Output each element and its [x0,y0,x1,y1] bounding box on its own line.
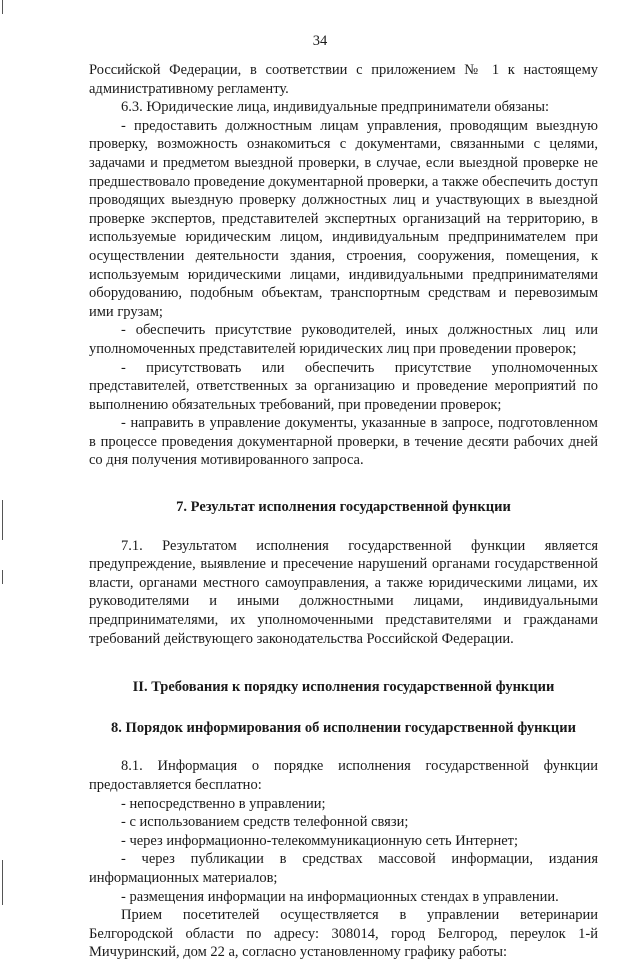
section-heading-8: 8. Порядок информирования об исполнении государственной функции [111,719,576,736]
paragraph: - направить в управление документы, указанные в запросе, подготовленном в процессе проведения документарной проверки, в течение десяти рабочих дней со дня получения мотивированного запроса. [89,415,598,469]
paragraph: - присутствовать или обеспечить присутствие уполномоченных представителей, ответственных за организацию и проведение мероприятий по выполнению обязательных требований, при проведении проверок; [89,359,598,413]
chapter-heading-II: II. Требования к порядку исполнения государственной функции [132,679,555,696]
list-item: - через публикации в средствах массовой информации, издания информационных материалов; [89,851,598,886]
margin-mark [2,0,3,14]
list-item: - с использованием средств телефонной связи; [121,814,409,831]
paragraph: 8.1. Информация о порядке исполнения государственной функции предоставляется бесплатно: [89,758,598,793]
list-item: - через информационно-телекоммуникационную сеть Интернет; [121,832,519,849]
paragraph: - обеспечить присутствие руководителей, иных должностных лиц или уполномоченных представителей юридических лиц при проведении проверок; [89,322,598,357]
margin-mark [2,500,3,540]
paragraph: 7.1. Результатом исполнения государственной функции является предупреждение, выявление и пресечение нарушений органами государственной власти, органами местного самоуправления, а также юридическими лицами, их руководителями и иными должностными лицами, индивидуальными предпринимателями, их уполномоченными представителями и гражданами требований действующего законодательства Российской Федерации. [89,537,598,647]
paragraph: - предоставить должностным лицам управления, проводящим выездную проверку, возможность ознакомиться с документами, связанными с целями, задачами и предметом выездной проверки, в случае, если выездной проверке не предшествовало проведение документарной проверки, а также обеспечить доступ проводящих выездную проверку должностных лиц и участвующих в выездной проверке экспертов, представителей экспертных организаций на территорию, в используемые юридическим лицом, индивидуальным предпринимателем при осуществлении деятельности здания, строения, сооружения, помещения, к используемым юридическими лицами, индивидуальными предпринимателями оборудованию, подобным объектам, транспортным средствам и перевозимым ими грузам; [89,117,598,320]
page-number: 34 [312,33,328,49]
section-heading-7: 7. Результат исполнения государственной функции [176,499,511,516]
list-item: - размещения информации на информационных стендах в управлении. [121,888,559,905]
paragraph: 6.3. Юридические лица, индивидуальные предприниматели обязаны: [121,99,550,116]
list-item: - непосредственно в управлении; [121,795,326,812]
margin-mark [2,570,3,584]
margin-mark [2,860,3,905]
paragraph: Прием посетителей осуществляется в управлении ветеринарии Белгородской области по адресу: 308014, город Белгород, переулок 1-й Мичуринский, дом 22 а, согласно установленному графику работы: [89,907,598,961]
document-body [89,61,598,962]
paragraph: Российской Федерации, в соответствии с приложением № 1 к настоящему административному регламенту. [89,62,598,97]
